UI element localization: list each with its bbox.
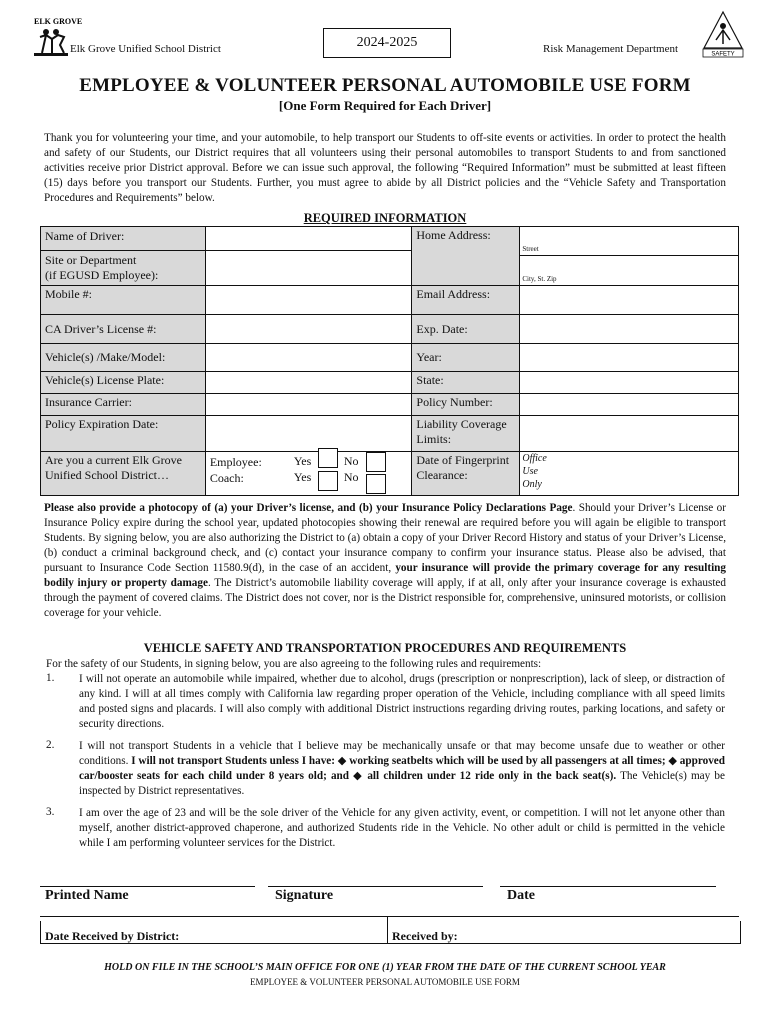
liability-coverage-text: Liability Coverage <box>416 417 507 431</box>
year-field[interactable] <box>520 344 739 372</box>
required-info-heading: REQUIRED INFORMATION <box>303 211 467 225</box>
driver-site-labels <box>41 227 206 286</box>
state-label: State: <box>412 372 520 394</box>
primary-coverage-text: your insurance will provide the primary coverage for any resulting bodily injury or property damage <box>44 562 727 589</box>
district-name: Elk Grove Unified School District <box>70 43 221 55</box>
department-name: Risk Management Department <box>543 43 679 55</box>
signature-label: Signature <box>275 888 334 903</box>
item-number: 1. <box>46 672 55 684</box>
requirement-item-1: I will not operate an automobile while impaired, whether due to alcohol, drugs (prescription or nonprescription), lack of sleep, or distraction of any kind. I will at all times comply with California law regarding proper operation of the Vehicle, including compliance with all speed limits and posted signs and placards. I will also comply with additional District instructions regarding driving routes, parking locations, and safety or security directions. <box>79 673 725 730</box>
item-number: 2. <box>46 739 55 751</box>
employee-coach-options <box>205 452 412 496</box>
date-line[interactable] <box>500 886 716 887</box>
license-plate-label: Vehicle(s) License Plate: <box>41 372 206 394</box>
coach-yes-checkbox[interactable] <box>318 471 338 491</box>
fingerprint-line2: Clearance: <box>416 468 468 482</box>
required-info-table <box>40 226 739 496</box>
year-label: Year: <box>412 344 520 372</box>
intro-paragraph: Thank you for volunteering your time, and your automobile, to help transport our Students to off-site events or activities. In order to protect the health and safety of our Students, our District requires that all volunteers using their personal automobiles to transport Students to and from sanctioned activities receive prior District approval. Before we can issue such approval, the following “Required Information” must be submitted at least fifteen (15) days before you transport our Students. Further, you must agree to abide by all District policies and the “Vehicle Safety and Transportation Procedures and Requirements” below. <box>44 132 726 204</box>
coach-no-label: No <box>343 470 359 484</box>
employee-no-label: No <box>343 454 359 468</box>
liability-coverage-field[interactable] <box>520 416 739 452</box>
city-state-zip-label: City, St. Zip <box>522 275 557 283</box>
signature-line[interactable] <box>268 886 483 887</box>
vehicle-make-label: Vehicle(s) /Make/Model: <box>41 344 206 372</box>
item-number: 3. <box>46 806 55 818</box>
home-address-label: Home Address: <box>412 227 520 286</box>
employee-no-checkbox[interactable] <box>366 452 386 472</box>
printed-name-label: Printed Name <box>45 888 129 903</box>
exp-date-field[interactable] <box>520 315 739 344</box>
footer-form-name: EMPLOYEE & VOLUNTEER PERSONAL AUTOMOBILE USE FORM <box>250 977 520 987</box>
received-by-label: Received by: <box>392 929 458 943</box>
home-address-field[interactable] <box>520 227 739 286</box>
employee-yes-label: Yes <box>293 454 312 468</box>
fingerprint-line1: Date of Fingerprint <box>416 453 510 467</box>
current-question-line1: Are you a current Elk Grove <box>45 453 182 467</box>
printed-name-line[interactable] <box>40 886 255 887</box>
email-field[interactable] <box>520 286 739 315</box>
name-of-driver-label: Name of Driver: <box>41 227 205 251</box>
coach-yes-label: Yes <box>293 470 312 484</box>
date-received-label: Date Received by District: <box>45 929 180 943</box>
insurance-carrier-label: Insurance Carrier: <box>41 394 206 416</box>
office-use-line2: Use <box>522 466 538 477</box>
item-2-text-b: The Vehicle(s) may be inspected by District representatives. <box>79 770 725 797</box>
divider <box>387 916 388 944</box>
policy-number-field[interactable] <box>520 394 739 416</box>
authorization-text-b: . The District’s automobile liability coverage will apply, if at all, only after your insurance coverage is exhausted through the payment of covered claims. The District does not cover, nor is the District responsible for, comprehensive, uninsured motorists, or collision coverage for your vehicle. <box>44 577 726 619</box>
egusd-employee-label: (if EGUSD Employee): <box>45 268 159 282</box>
fingerprint-label <box>412 452 520 496</box>
license-field[interactable] <box>205 315 412 344</box>
vehicle-safety-intro: For the safety of our Students, in signing below, you are also agreeing to the following rules and requirements: <box>46 658 542 670</box>
district-logo <box>32 15 83 57</box>
limits-text: Limits: <box>416 432 452 446</box>
item-2-bold: I will not transport Students unless I have: ◆ working seatbelts which will be used by all passengers at all times; ◆ approved car/booster seats for each child under 8 years old; and ◆ all children under 12 ride only in the back seat(s). <box>79 755 725 782</box>
authorization-paragraph <box>44 501 726 621</box>
site-department-field[interactable] <box>206 251 412 285</box>
policy-expiration-label: Policy Expiration Date: <box>41 416 206 452</box>
coach-no-checkbox[interactable] <box>366 474 386 494</box>
policy-number-label: Policy Number: <box>412 394 520 416</box>
office-use-field[interactable] <box>520 452 739 496</box>
license-plate-field[interactable] <box>205 372 412 394</box>
street-label: Street <box>522 245 539 253</box>
hold-on-file-notice: HOLD ON FILE IN THE SCHOOL’S MAIN OFFICE FOR ONE (1) YEAR FROM THE DATE OF THE CURRENT SCHOOL YEAR <box>104 962 666 973</box>
mobile-field[interactable] <box>205 286 412 315</box>
state-field[interactable] <box>520 372 739 394</box>
logo-text: ELK GROVE <box>34 17 83 26</box>
page-title: EMPLOYEE & VOLUNTEER PERSONAL AUTOMOBILE USE FORM <box>79 75 691 96</box>
exp-date-label: Exp. Date: <box>412 315 520 344</box>
requirement-item-2 <box>79 739 725 799</box>
office-use-line3: Only <box>522 479 542 490</box>
item-2-text-a: I will not transport Students in a vehicle that I believe may be mechanically unsafe or that may become unsafe due to weather or other conditions. <box>79 740 725 767</box>
divider <box>40 916 739 917</box>
mobile-label: Mobile #: <box>41 286 206 315</box>
policy-expiration-field[interactable] <box>205 416 412 452</box>
photocopy-requirement: Please also provide a photocopy of (a) your Driver’s license, and (b) your Insurance Policy Declarations Page <box>44 502 573 514</box>
insurance-carrier-field[interactable] <box>205 394 412 416</box>
vehicle-make-field[interactable] <box>205 344 412 372</box>
office-use-line1: Office <box>522 453 547 464</box>
safety-logo-text: SAFETY <box>711 51 735 58</box>
coach-label: Coach: <box>209 471 244 485</box>
employee-yes-checkbox[interactable] <box>318 448 338 468</box>
safety-logo <box>702 10 744 58</box>
school-year-box: 2024-2025 <box>323 28 451 58</box>
site-department-label: Site or Department <box>45 253 137 267</box>
current-employee-question <box>41 452 206 496</box>
employee-label: Employee: <box>209 455 262 469</box>
authorization-text-a: . Should your Driver’s License or Insurance Policy expire during the school year, updated photocopies showing their renewal are required before you will again be eligible to transport Students. By signing below, you are also authorizing the District to (a) obtain a copy of your Driver Record History and status of your Driver’s License, (b) conduct a criminal background check, and (c) contact your insurance company to confirm your insurance status. Please also be advised, that pursuant to Insurance Code Section 11580.9(d), in the case of an accident, <box>44 502 726 574</box>
liability-coverage-label <box>412 416 520 452</box>
vehicle-safety-heading: VEHICLE SAFETY AND TRANSPORTATION PROCEDURES AND REQUIREMENTS <box>143 641 627 655</box>
page-subtitle: [One Form Required for Each Driver] <box>278 98 492 113</box>
current-question-line2: Unified School District… <box>45 468 169 482</box>
email-label: Email Address: <box>412 286 520 315</box>
license-label: CA Driver’s License #: <box>41 315 206 344</box>
requirement-item-3: I am over the age of 23 and will be the sole driver of the Vehicle for any given activity, event, or competition. I will not let anyone other than myself, another district-approved chaperone, and authorized Students ride in the Vehicle. No other adult or child is permitted in the vehicle while I am performing volunteer services for the District. <box>79 807 725 849</box>
date-label: Date <box>507 888 535 903</box>
driver-name-field[interactable] <box>205 227 412 286</box>
